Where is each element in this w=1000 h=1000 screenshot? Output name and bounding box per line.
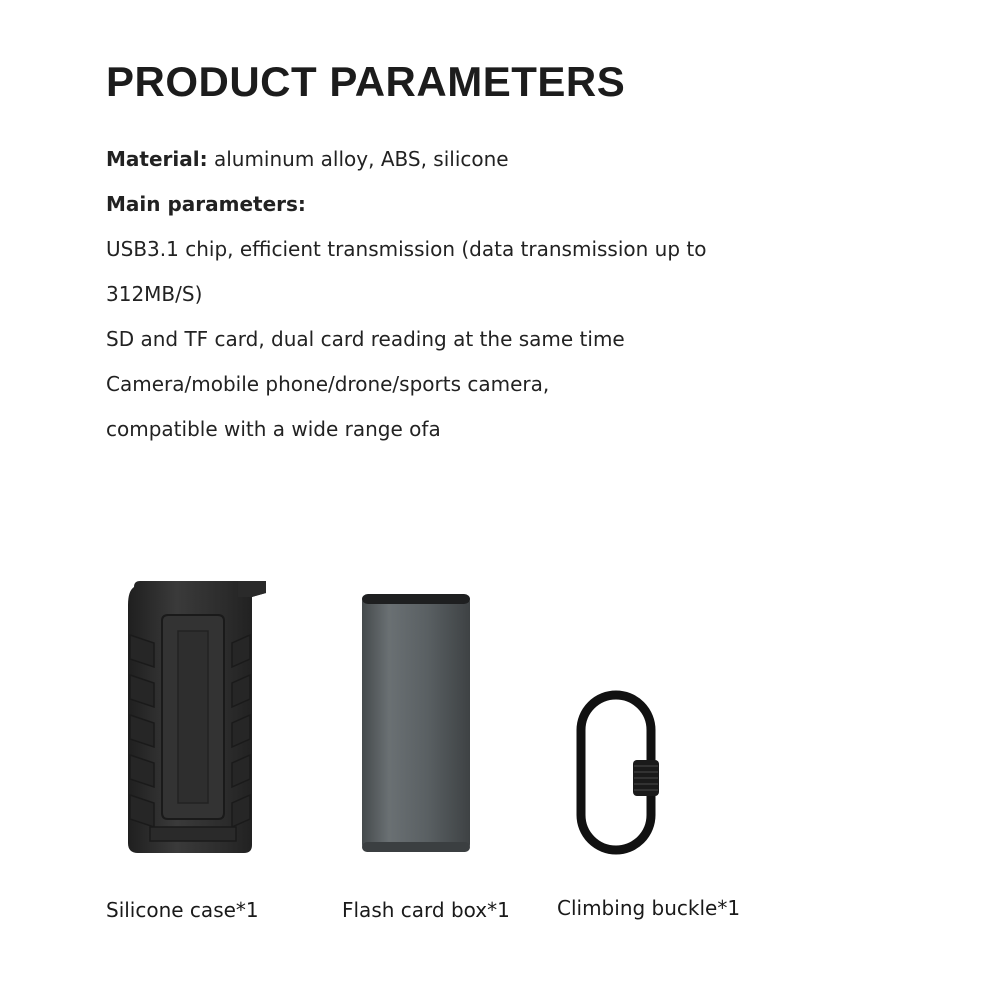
flash-card-box-image [358, 590, 474, 855]
climbing-buckle-image [575, 690, 661, 858]
climbing-buckle-caption: Climbing buckle*1 [557, 896, 741, 920]
page-title: PRODUCT PARAMETERS [106, 58, 626, 105]
parameter-line: Camera/mobile phone/drone/sports camera, [106, 372, 550, 396]
flash-card-box-caption: Flash card box*1 [342, 898, 510, 922]
parameter-line: USB3.1 chip, efficient transmission (data transmission up to [106, 237, 707, 261]
parameters-section [106, 138, 806, 453]
main-parameters-label: Main parameters: [106, 192, 306, 216]
parameter-line: compatible with a wide range ofa [106, 417, 441, 441]
parameter-line: 312MB/S) [106, 282, 203, 306]
material-label: Material: [106, 147, 208, 171]
silicone-case-image [120, 575, 275, 860]
silicone-case-caption: Silicone case*1 [106, 898, 259, 922]
material-value: aluminum alloy, ABS, silicone [213, 147, 509, 171]
material-line [106, 138, 806, 183]
parameter-line: SD and TF card, dual card reading at the same time [106, 327, 625, 351]
